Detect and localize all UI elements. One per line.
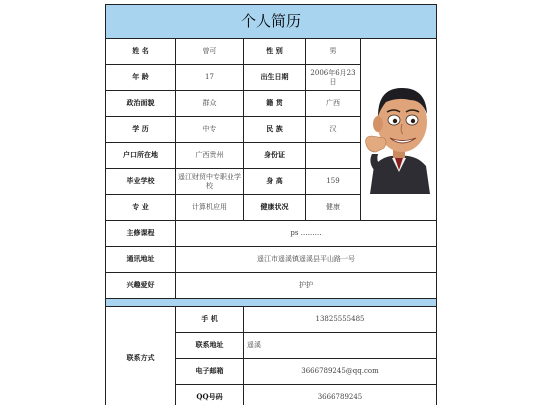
gender-value: 男 [306, 39, 361, 65]
education-label: 学 历 [106, 117, 176, 143]
qq-label: QQ号码 [176, 385, 244, 405]
cartoon-portrait-icon [364, 66, 434, 194]
school-value: 遥江财贸中专职业学校 [176, 169, 244, 195]
age-label: 年 龄 [106, 65, 176, 91]
height-label: 身 高 [244, 169, 306, 195]
email-value: 3666789245@qq.com [244, 359, 437, 385]
birth-label: 出生日期 [244, 65, 306, 91]
idcard-label: 身份证 [244, 143, 306, 169]
photo-cell [361, 39, 437, 221]
native-value: 广西 [306, 91, 361, 117]
address-value: 遥江市遥溪镇遥溪县平山路一号 [176, 247, 437, 273]
idcard-value [306, 143, 361, 169]
hobby-value: 护护 [176, 273, 437, 299]
resume-title: 个人简历 [106, 5, 437, 39]
qq-value: 3666789245 [244, 385, 437, 405]
courses-label: 主修课程 [106, 221, 176, 247]
email-label: 电子邮箱 [176, 359, 244, 385]
contact-address-value: 遥溪 [244, 333, 437, 359]
political-value: 群众 [176, 91, 244, 117]
health-label: 健康状况 [244, 195, 306, 221]
phone-value: 13825555485 [244, 307, 437, 333]
address-label: 通讯地址 [106, 247, 176, 273]
contact-address-label: 联系地址 [176, 333, 244, 359]
education-value: 中专 [176, 117, 244, 143]
resume-table [105, 4, 437, 405]
section-divider [106, 299, 437, 307]
ethnicity-label: 民 族 [244, 117, 306, 143]
native-label: 籍 贯 [244, 91, 306, 117]
school-label: 毕业学校 [106, 169, 176, 195]
ethnicity-value: 汉 [306, 117, 361, 143]
hukou-value: 广西贵州 [176, 143, 244, 169]
contact-section-label: 联系方式 [106, 307, 176, 405]
height-value: 159 [306, 169, 361, 195]
major-label: 专 业 [106, 195, 176, 221]
courses-value: ps ……… [176, 221, 437, 247]
hukou-label: 户口所在地 [106, 143, 176, 169]
gender-label: 性 别 [244, 39, 306, 65]
name-label: 姓 名 [106, 39, 176, 65]
hobby-label: 兴趣爱好 [106, 273, 176, 299]
health-value: 健康 [306, 195, 361, 221]
major-value: 计算机应用 [176, 195, 244, 221]
phone-label: 手 机 [176, 307, 244, 333]
age-value: 17 [176, 65, 244, 91]
political-label: 政治面貌 [106, 91, 176, 117]
birth-value: 2006年6月23日 [306, 65, 361, 91]
name-value: 曾可 [176, 39, 244, 65]
